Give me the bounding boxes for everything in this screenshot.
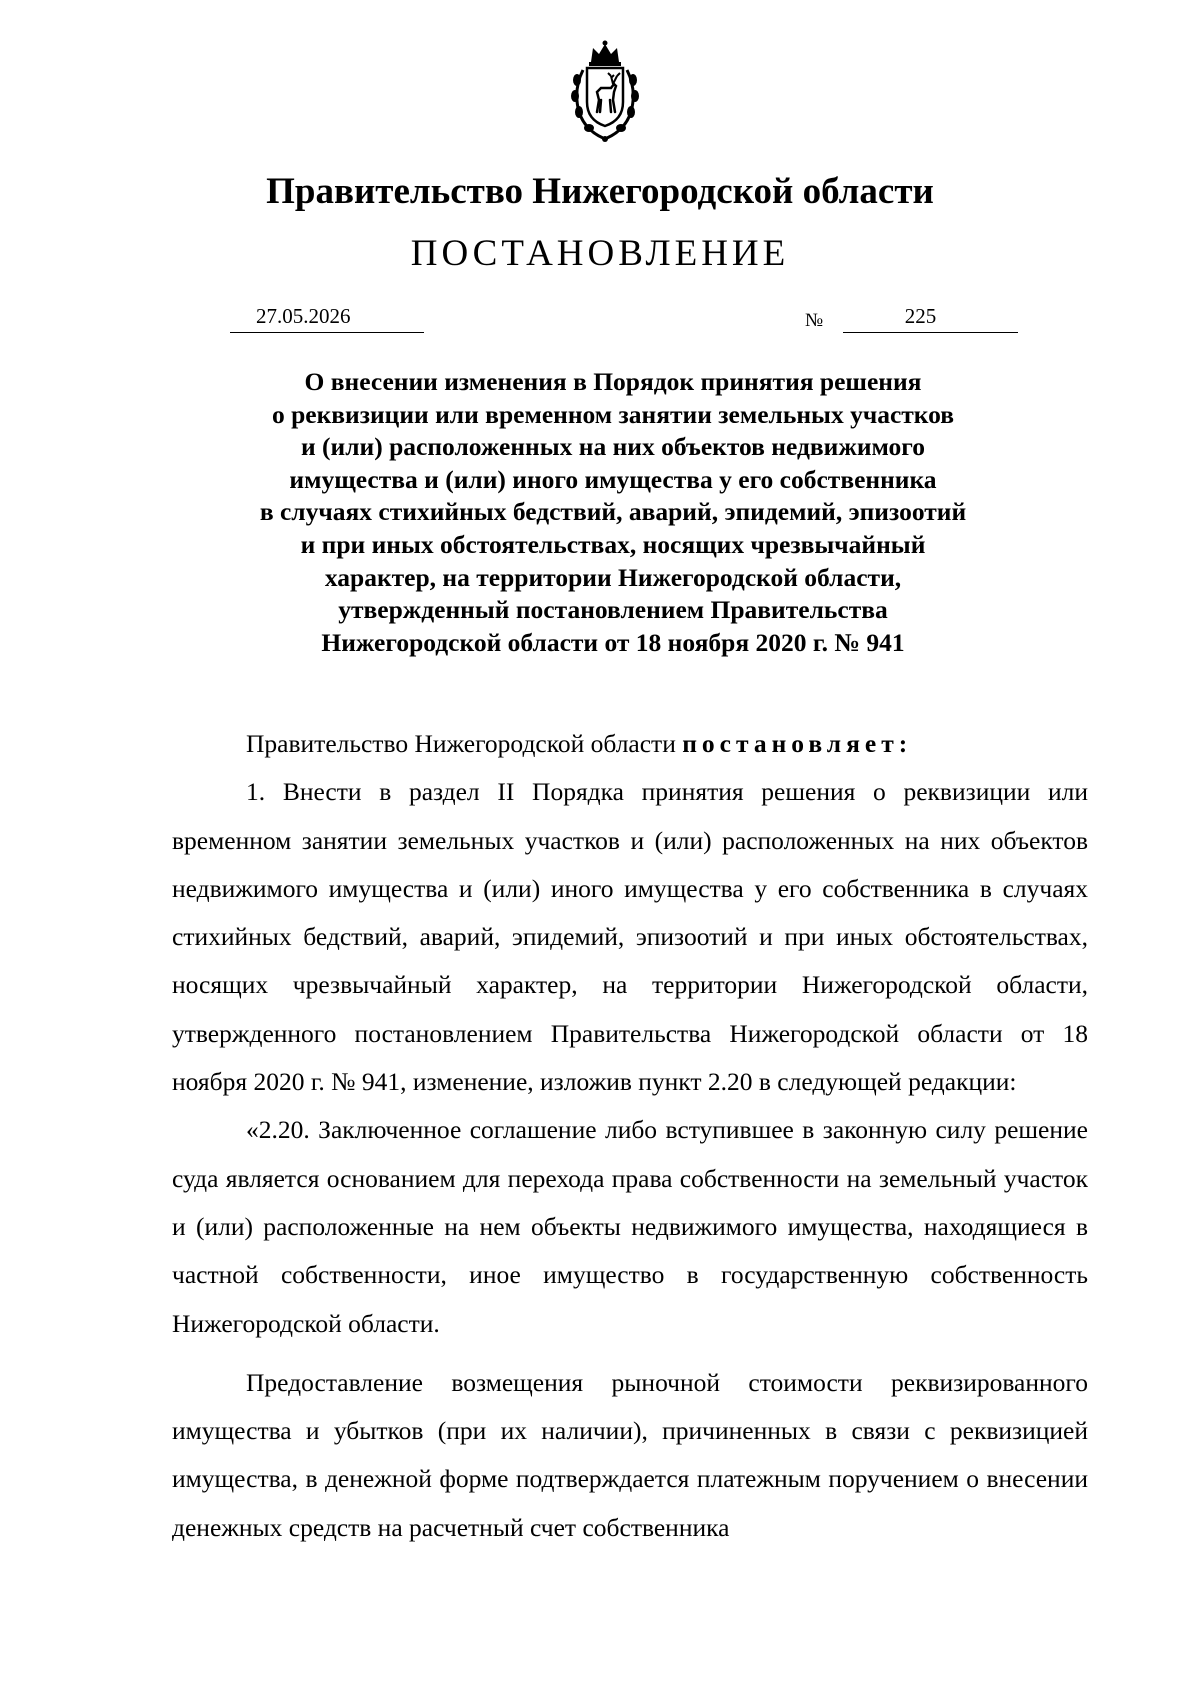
preamble-paragraph (172, 720, 1088, 768)
title-line: о реквизиции или временном занятии земельных участков (271, 399, 955, 429)
title-line: О внесении изменения в Порядок принятия решения (304, 367, 922, 396)
title-line: утвержденный постановлением Правительства (338, 595, 888, 625)
document-body (172, 720, 1088, 1552)
document-type: ПОСТАНОВЛЕНИЕ (410, 233, 790, 274)
organization-name: Правительство Нижегородской области (266, 171, 934, 212)
paragraph: Предоставление возмещения рыночной стоимости реквизированного имущества и убытков (при их наличии), причиненных в связи с реквизицией имущества, в денежной форме подтверждается платежным поручением о внесении денежных средств на расчетный счет собственника (172, 1367, 1088, 1542)
document-date: 27.05.2026 (230, 303, 424, 333)
number-label: № (805, 310, 824, 331)
title-line: характер, на территории Нижегородской области, (324, 562, 902, 592)
document-number: 225 (843, 303, 1018, 333)
paragraph: 1. Внести в раздел II Порядка принятия решения о реквизиции или временном занятии земельных участков и (или) расположенных на них объектов недвижимого имущества и (или) иного имущества у его собственника в случаях стихийных бедствий, аварий, эпидемий, эпизоотий и при иных обстоятельствах, носящих чрезвычайный характер, на территории Нижегородской области, утвержденного постановлением Правительства Нижегородской области от 18 ноября 2020 г. № 941, изменение, изложив пункт 2.20 в следующей редакции: (172, 777, 1088, 1097)
title-line: и (или) расположенных на них объектов недвижимого (300, 432, 925, 462)
document-title (200, 366, 1026, 659)
title-line: Нижегородской области от 18 ноября 2020 г. № 941 (321, 627, 905, 657)
paragraph: «2.20. Заключенное соглашение либо вступившее в законную силу решение суда является основанием для перехода права собственности на земельный участок и (или) расположенные на нем объекты недвижимого имущества, находящиеся в частной собственности, иное имущество в государственную собственность Нижегородской области. (172, 1115, 1088, 1338)
title-line: в случаях стихийных бедствий, аварий, эпидемий, эпизоотий (259, 497, 967, 527)
preamble-text: Правительство Нижегородской области (246, 729, 683, 758)
coat-of-arms-icon (567, 40, 643, 144)
title-line: и при иных обстоятельствах, носящих чрезвычайный (300, 529, 926, 559)
title-line: имущества и (или) иного имущества у его собственника (289, 464, 937, 494)
resolves-word: постановляет: (682, 729, 913, 758)
